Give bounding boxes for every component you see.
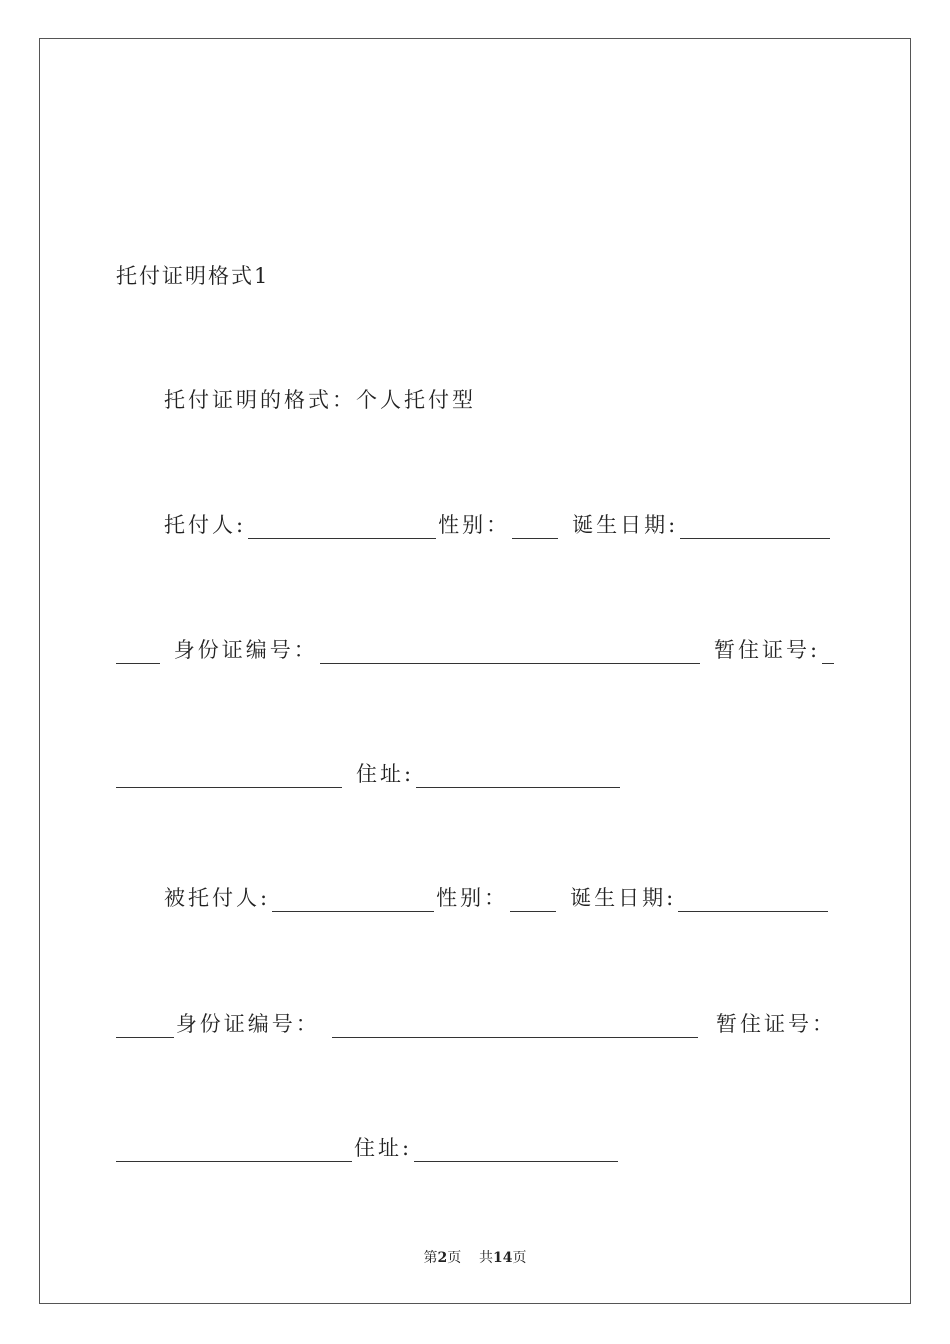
subtitle-text: 托付证明的格式：个人托付型 [164,388,476,412]
trustee-birth-blank[interactable] [678,891,828,912]
entrustor-address-blank[interactable] [416,767,620,788]
trustee-line-2 [116,1010,836,1038]
entrustor-temp-blank-cont[interactable] [116,767,342,788]
entrustor-temp-blank[interactable] [822,643,834,664]
entrustor-gender-label: 性别： [438,513,511,537]
trustee-gender-label: 性别： [436,886,509,910]
entrustor-label: 托付人: [164,513,247,537]
trustee-name-blank[interactable] [272,891,434,912]
entrustor-line-3 [116,760,836,788]
page-suffix: 页 [447,1250,462,1266]
trustee-temp-blank[interactable] [116,1141,352,1162]
page-frame [39,38,911,1304]
heading-text: 托付证明格式1 [116,264,270,288]
entrustor-gender-blank[interactable] [512,518,558,539]
total-suffix: 页 [512,1250,527,1266]
entrustor-birth-blank[interactable] [680,518,830,539]
entrustor-line-2 [116,636,836,664]
trustee-line-1 [164,884,836,912]
document-subtitle [164,386,884,414]
total-pages: 14 [493,1250,513,1266]
entrustor-address-label: 住址: [356,762,415,786]
trustee-birth-blank-cont[interactable] [116,1017,174,1038]
entrustor-birth-blank-cont[interactable] [116,643,160,664]
entrustor-name-blank[interactable] [248,518,436,539]
entrustor-id-label: 身份证编号： [173,638,318,662]
trustee-id-label: 身份证编号： [175,1012,320,1036]
total-prefix: 共 [479,1250,494,1266]
entrustor-line-1 [164,511,836,539]
trustee-gender-blank[interactable] [510,891,556,912]
page-prefix: 第 [423,1250,438,1266]
entrustor-id-blank[interactable] [320,643,700,664]
trustee-address-blank[interactable] [414,1141,618,1162]
trustee-birth-label: 诞生日期: [570,886,677,910]
trustee-label: 被托付人: [164,886,271,910]
page-number: 2 [437,1250,448,1266]
entrustor-temp-label: 暂住证号: [713,638,821,662]
entrustor-birth-label: 诞生日期: [572,513,679,537]
trustee-address-label: 住址: [354,1136,413,1160]
page-footer [0,1247,950,1267]
trustee-line-3 [116,1134,836,1162]
document-heading [116,262,836,290]
trustee-id-blank[interactable] [332,1017,698,1038]
trustee-temp-label: 暂住证号： [716,1012,836,1036]
